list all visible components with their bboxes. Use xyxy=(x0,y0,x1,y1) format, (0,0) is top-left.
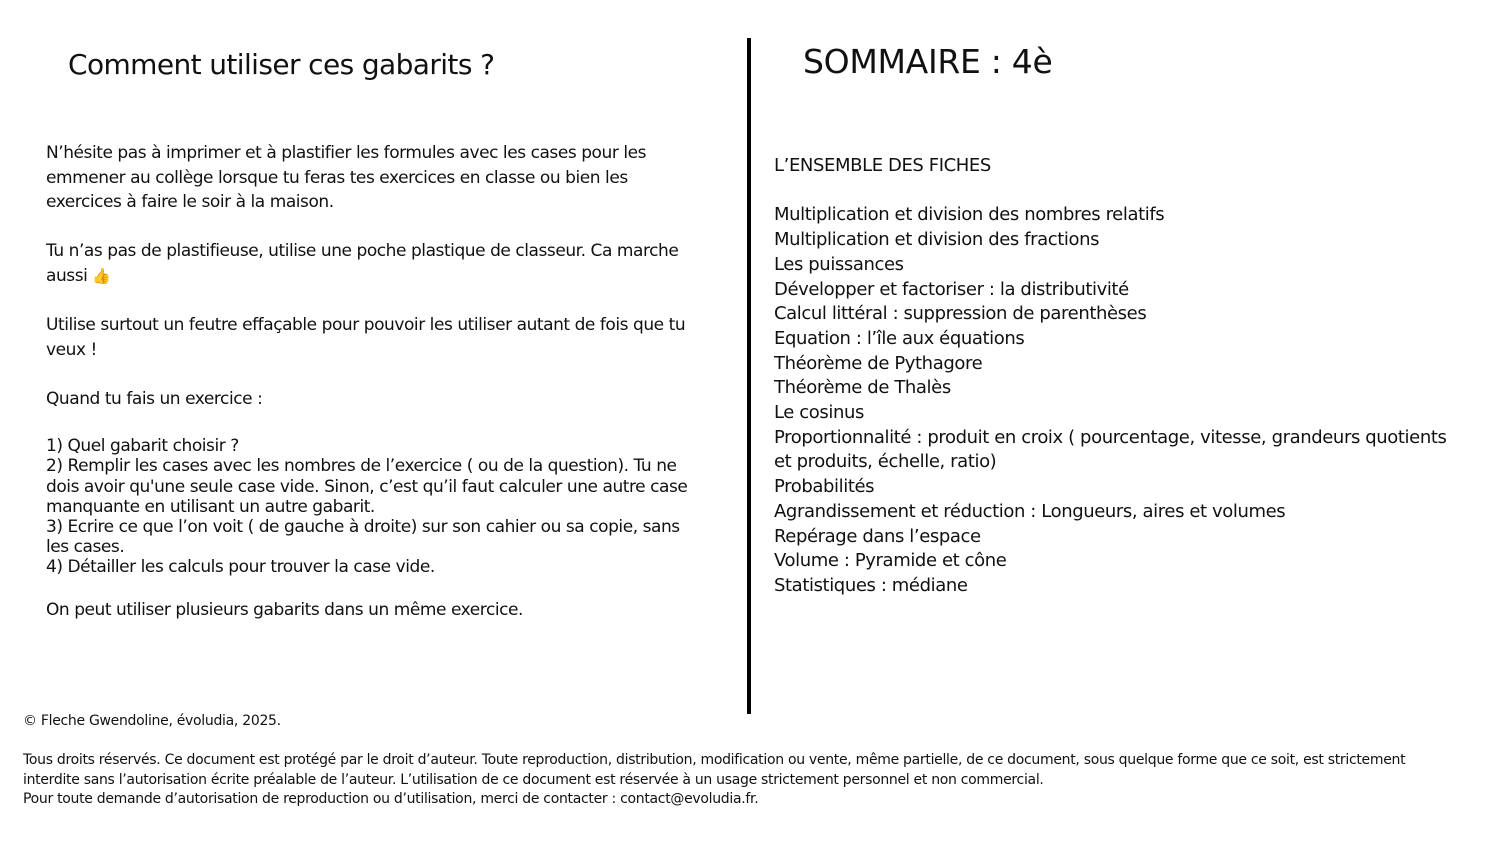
worksheet-list xyxy=(774,203,1464,598)
summary-heading: L’ENSEMBLE DES FICHES xyxy=(774,155,991,176)
footer xyxy=(23,712,1463,810)
column-divider xyxy=(747,38,751,714)
contact-line: Pour toute demande d’autorisation de reproduction ou d’utilisation, merci de contacter : contact@evoludia.fr. xyxy=(23,791,759,807)
worksheet-item: Théorème de Pythagore xyxy=(774,352,983,374)
worksheet-item: Théorème de Thalès xyxy=(774,377,951,399)
worksheet-item: Calcul littéral : suppression de parenthèses xyxy=(774,303,1147,325)
worksheet-item: Le cosinus xyxy=(774,402,864,424)
closing-note: On peut utiliser plusieurs gabarits dans un même exercice. xyxy=(46,599,523,620)
worksheet-item: Agrandissement et réduction : Longueurs, aires et volumes xyxy=(774,500,1286,522)
exercise-intro: Quand tu fais un exercice : xyxy=(46,388,263,409)
summary-list xyxy=(774,154,1464,599)
worksheet-item: Les puissances xyxy=(774,253,904,275)
worksheet-item: Equation : l’île aux équations xyxy=(774,327,1025,349)
step-item: 1) Quel gabarit choisir ? xyxy=(46,436,239,457)
worksheet-item: Multiplication et division des nombres relatifs xyxy=(774,204,1165,226)
rights-notice: Tous droits réservés. Ce document est protégé par le droit d’auteur. Toute reproduction, distribution, modification ou vente, même partielle, de ce document, sous quelque forme que ce soit, est strictement interdite sans l’autorisation écrite préalable de l’auteur. L’utilisation de ce document est réservée à un usage strictement personnel et non commercial. xyxy=(23,752,1406,788)
worksheet-item: Probabilités xyxy=(774,476,875,498)
step-item: 2) Remplir les cases avec les nombres de l’exercice ( ou de la question). Tu ne dois avoir qu'une seule case vide. Sinon, c’est qu’il faut calculer une autre case manquante en utilisant un autre gabarit. xyxy=(46,456,688,517)
worksheet-item: Statistiques : médiane xyxy=(774,574,968,596)
copyright-line: © Fleche Gwendoline, évoludia, 2025. xyxy=(23,713,281,729)
step-item: 3) Ecrire ce que l’on voit ( de gauche à droite) sur son cahier ou sa copie, sans les cases. xyxy=(46,516,680,558)
usage-instructions xyxy=(46,141,706,647)
usage-title: Comment utiliser ces gabarits ? xyxy=(68,48,495,81)
marker-tip-paragraph: Utilise surtout un feutre effaçable pour pouvoir les utiliser autant de fois que tu veux ! xyxy=(46,315,686,360)
worksheet-item: Volume : Pyramide et cône xyxy=(774,550,1007,572)
worksheet-item: Proportionnalité : produit en croix ( pourcentage, vitesse, grandeurs quotients et produits, échelle, ratio) xyxy=(774,426,1447,473)
pouch-tip-text: Tu n’as pas de plastifieuse, utilise une poche plastique de classeur. Ca marche aussi xyxy=(46,241,679,286)
thumbs-up-icon: 👍 xyxy=(92,266,111,285)
step-item: 4) Détailler les calculs pour trouver la case vide. xyxy=(46,557,435,578)
worksheet-item: Repérage dans l’espace xyxy=(774,525,981,547)
worksheet-item: Développer et factoriser : la distributivité xyxy=(774,278,1129,300)
worksheet-item: Multiplication et division des fractions xyxy=(774,229,1100,251)
exercise-steps xyxy=(46,436,706,577)
pouch-tip-paragraph xyxy=(46,239,706,288)
print-tip-paragraph: N’hésite pas à imprimer et à plastifier les formules avec les cases pour les emmener au collège lorsque tu feras tes exercices en classe ou bien les exercices à faire le soir à la maison. xyxy=(46,143,647,213)
summary-title: SOMMAIRE : 4è xyxy=(803,42,1053,81)
